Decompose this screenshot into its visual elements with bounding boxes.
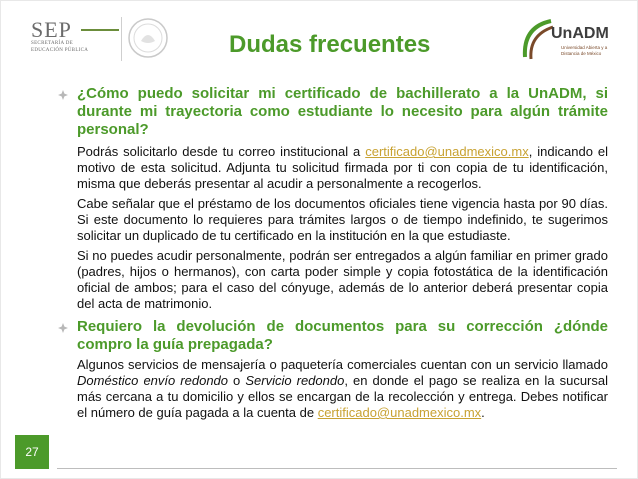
question-1 bbox=[77, 85, 608, 139]
answer-2-service-1: Doméstico envío redondo bbox=[77, 373, 229, 388]
bullet-icon bbox=[58, 90, 68, 100]
seal-icon bbox=[127, 17, 169, 59]
answer-1-p1-after: , indicando el motivo de esta solicitud. Adjunta tu solicitud firmada por ti con copia de tu identificación, misma que deberás presentar al acudir a personalmente a recogerlos. bbox=[77, 144, 608, 191]
unadm-logo-line2: Distancia de México bbox=[561, 51, 602, 56]
question-1-text: ¿Cómo puedo solicitar mi certificado de bachillerato a la UnADM, si durante mi trayectoria como estudiante lo necesito para algún trámite personal? bbox=[77, 85, 608, 138]
answer-2-before: Algunos servicios de mensajería o paquetería comerciales cuentan con un servicio llamado bbox=[77, 357, 608, 372]
faq-content bbox=[77, 85, 608, 421]
sep-logo-line1: SECRETARÍA DE bbox=[31, 41, 73, 46]
bullet-icon bbox=[58, 323, 68, 333]
unadm-logo-line1: Universidad Abierta y a bbox=[561, 45, 608, 50]
answer-1-p1-before: Podrás solicitarlo desde tu correo institucional a bbox=[77, 144, 366, 159]
unadm-logo-text: UnADM bbox=[551, 25, 609, 42]
email-link[interactable]: certificado@unadmexico.mx bbox=[317, 405, 482, 420]
answer-2-after: , en donde el pago se realiza en la sucursal más cercana a tu domicilio y ellos se encargan de la recolección y entrega. Debes notificar el número de guía pagada a la cuenta de bbox=[77, 373, 608, 420]
sep-logo-text: SEP bbox=[31, 17, 72, 42]
answer-2-service-2: Servicio redondo bbox=[245, 373, 345, 388]
answer-1-paragraph-2: Cabe señalar que el préstamo de los documentos oficiales tiene vigencia hasta por 90 días. Si este documento lo requieres para trámites largos o de tiempo indefinido, te sugerimos solicitar un duplicado de tu certificado en la institución en la que estudiaste. bbox=[77, 196, 608, 243]
answer-2-end: . bbox=[481, 405, 485, 420]
answer-2 bbox=[77, 357, 608, 421]
question-2 bbox=[77, 318, 608, 354]
answer-2-mid: o bbox=[228, 373, 246, 388]
logo-divider bbox=[121, 17, 122, 61]
sep-logo-line2: EDUCACIÓN PÚBLICA bbox=[31, 48, 89, 53]
answer-1-paragraph-3: Si no puedes acudir personalmente, podrán ser entregados a algún familiar en primer grado (padres, hijos o hermanos), con carta poder simple y copia fotostática de la identificación oficial de ambos; para el caso del cónyuge, además de lo anterior deberá presentar copia del acta de matrimonio. bbox=[77, 248, 608, 311]
page-title: Dudas frecuentes bbox=[229, 31, 431, 58]
email-link[interactable]: certificado@unadmexico.mx bbox=[365, 144, 529, 159]
question-2-text: Requiero la devolución de documentos para su corrección ¿dónde compro la guía prepagada? bbox=[77, 318, 608, 353]
footer-divider bbox=[57, 468, 617, 469]
page-number: 27 bbox=[15, 435, 49, 469]
sep-logo-stripe bbox=[81, 29, 119, 31]
answer-1-paragraph-1 bbox=[77, 144, 608, 192]
